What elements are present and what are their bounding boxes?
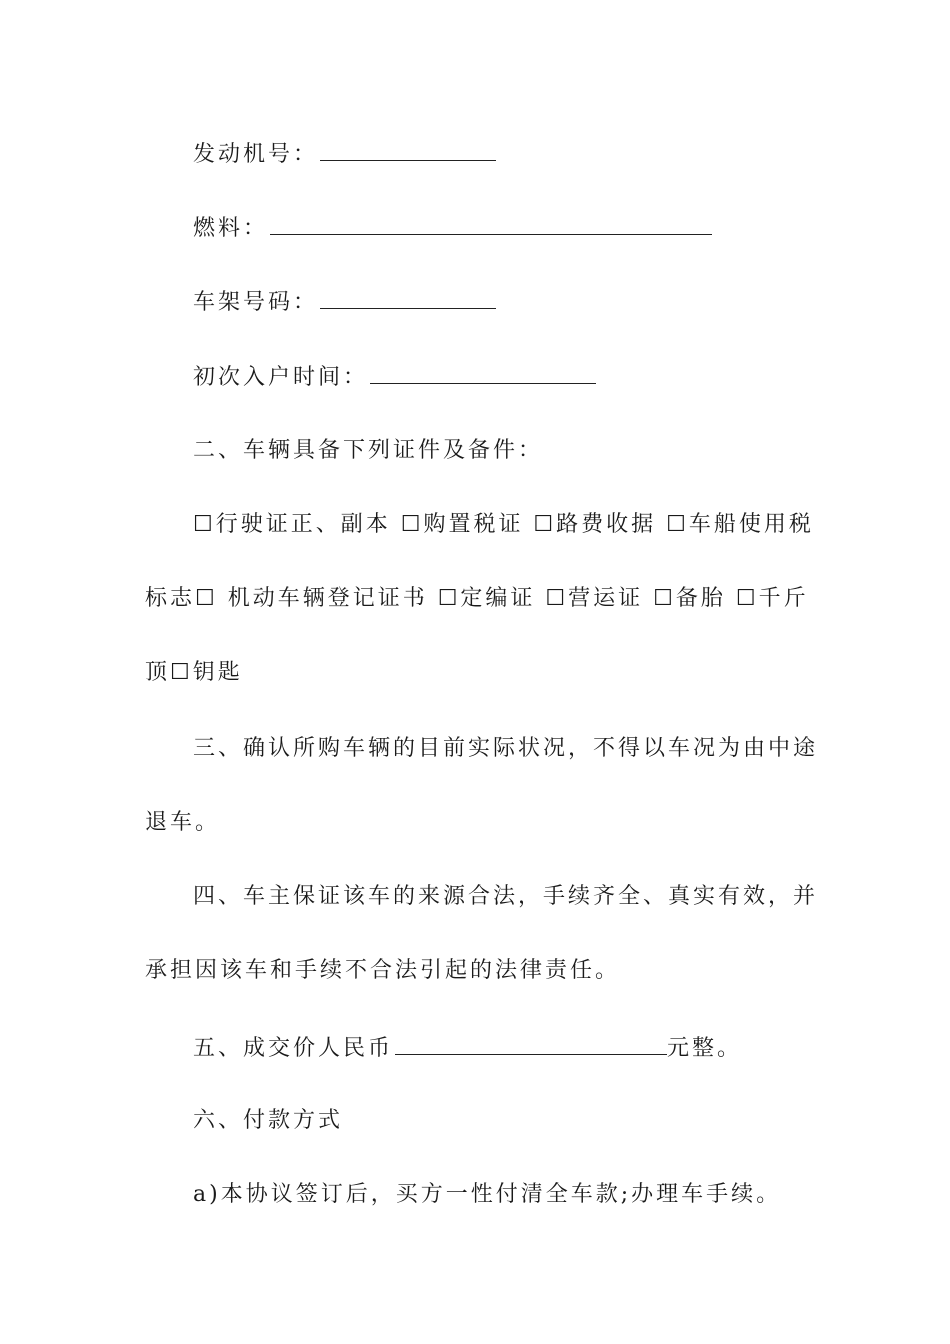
price-blank[interactable]: [395, 1032, 667, 1055]
chassis-number-blank[interactable]: [320, 286, 496, 309]
chassis-number-label: 车架号码：: [193, 290, 319, 315]
section-5-suffix: 元整。: [667, 1036, 743, 1061]
section-5-prefix: 五、成交价人民币: [193, 1036, 394, 1061]
engine-number-row: [193, 138, 496, 170]
section-3-line-2: 退车。: [145, 810, 221, 835]
section-2-title: 二、车辆具备下列证件及备件：: [193, 438, 544, 463]
fuel-row: [193, 212, 712, 244]
first-registration-label: 初次入户时间：: [193, 365, 369, 390]
section-4-line-1: 四、车主保证该车的来源合法，手续齐全、真实有效，并: [193, 884, 819, 909]
section-2-checklist-line-3: 顶☐钥匙: [145, 660, 243, 685]
fuel-blank[interactable]: [270, 212, 712, 235]
section-6-title: 六、付款方式: [193, 1108, 344, 1133]
section-2-checklist-line-2: 标志☐ 机动车辆登记证书 ☐定编证 ☐营运证 ☐备胎 ☐千斤: [145, 586, 809, 611]
section-5-row: [193, 1032, 742, 1064]
fuel-label: 燃料：: [193, 216, 269, 241]
section-4-line-2: 承担因该车和手续不合法引起的法律责任。: [145, 958, 621, 983]
first-registration-row: [193, 361, 596, 393]
section-6-item-a: a)本协议签订后，买方一性付清全车款;办理车手续。: [193, 1182, 782, 1207]
engine-number-blank[interactable]: [320, 138, 496, 161]
section-3-line-1: 三、确认所购车辆的目前实际状况，不得以车况为由中途: [193, 736, 819, 761]
section-2-checklist-line-1: ☐行驶证正、副本 ☐购置税证 ☐路费收据 ☐车船使用税: [193, 512, 814, 537]
chassis-number-row: [193, 286, 496, 318]
first-registration-blank[interactable]: [370, 361, 596, 384]
engine-number-label: 发动机号：: [193, 142, 319, 167]
